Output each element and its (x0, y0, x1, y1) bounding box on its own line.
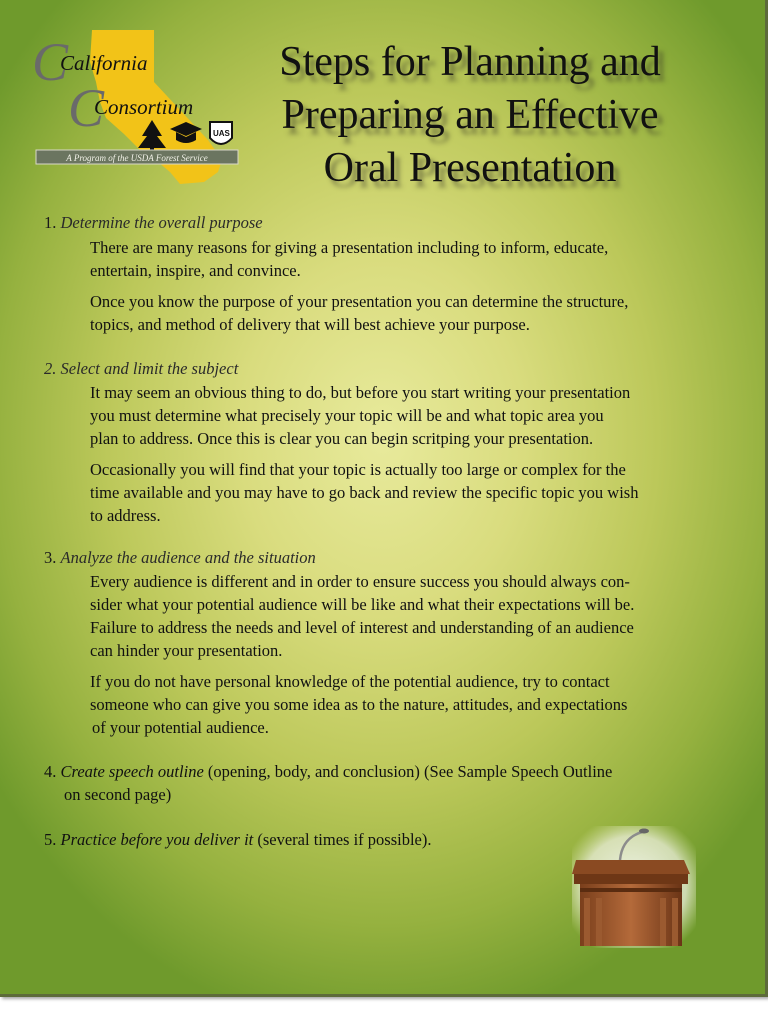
step-5-number: 5. (44, 830, 57, 849)
step-1-paragraph-2: Once you know the purpose of your presentation you can determine the structure, topics, and method of delivery that will best achieve your purpose. (90, 292, 629, 334)
page-title (250, 36, 690, 195)
step-4-number: 4. (44, 762, 57, 781)
step-1-paragraph-1: There are many reasons for giving a presentation including to inform, educate, entertain, inspire, and convince. (90, 238, 609, 280)
logo-line1: California (60, 51, 148, 75)
step-3-paragraph-2: If you do not have personal knowledge of the potential audience, try to contact someone who can give you some idea as to the nature, attitudes, and expectations of your potential audience. (90, 672, 628, 737)
step-4-continuation: on second page) (64, 785, 172, 804)
podium-icon (572, 826, 696, 948)
svg-text:C: C (32, 32, 69, 92)
logo-line2: Consortium (94, 95, 194, 119)
step-2-paragraph-1: It may seem an obvious thing to do, but before you start writing your presentation you must determine what precisely your topic will be and what topic area you plan to address. Once this is clear you can begin scritping your presentation. (90, 383, 631, 448)
step-5 (44, 828, 431, 851)
step-2-paragraph-2: Occasionally you will find that your topic is actually too large or complex for the time available and you may have to go back and review the specific topic you wish to address. (90, 460, 639, 525)
title-line-1: Steps for Planning and (279, 39, 661, 85)
step-5-rest: (several times if possible). (253, 830, 432, 849)
step-3-paragraph-1: Every audience is different and in order to ensure success you should always con- sider what your potential audience will be like and what their expectations will be. Failure to address the needs and level of interest and understanding of an audience can hinder your presentation. (90, 572, 635, 660)
step-4 (44, 760, 734, 806)
usda-badge-text: UAS (213, 129, 230, 138)
step-4-heading: Create speech outline (60, 762, 204, 781)
california-consortium-logo (30, 22, 242, 190)
svg-text:C: C (68, 78, 105, 138)
step-1-heading: 1. Determine the overall purpose (44, 213, 263, 232)
title-line-3: Oral Presentation (323, 145, 617, 191)
usda-shield-icon (210, 122, 232, 144)
logo-banner: A Program of the USDA Forest Service (66, 153, 208, 163)
step-3-heading: 3. Analyze the audience and the situation (44, 548, 316, 567)
title-line-2: Preparing an Effective (281, 92, 659, 138)
step-4-rest: (opening, body, and conclusion) (See Sample Speech Outline (203, 762, 613, 781)
step-5-heading: Practice before you deliver it (60, 830, 254, 849)
step-2-heading: 2. Select and limit the subject (44, 359, 239, 378)
